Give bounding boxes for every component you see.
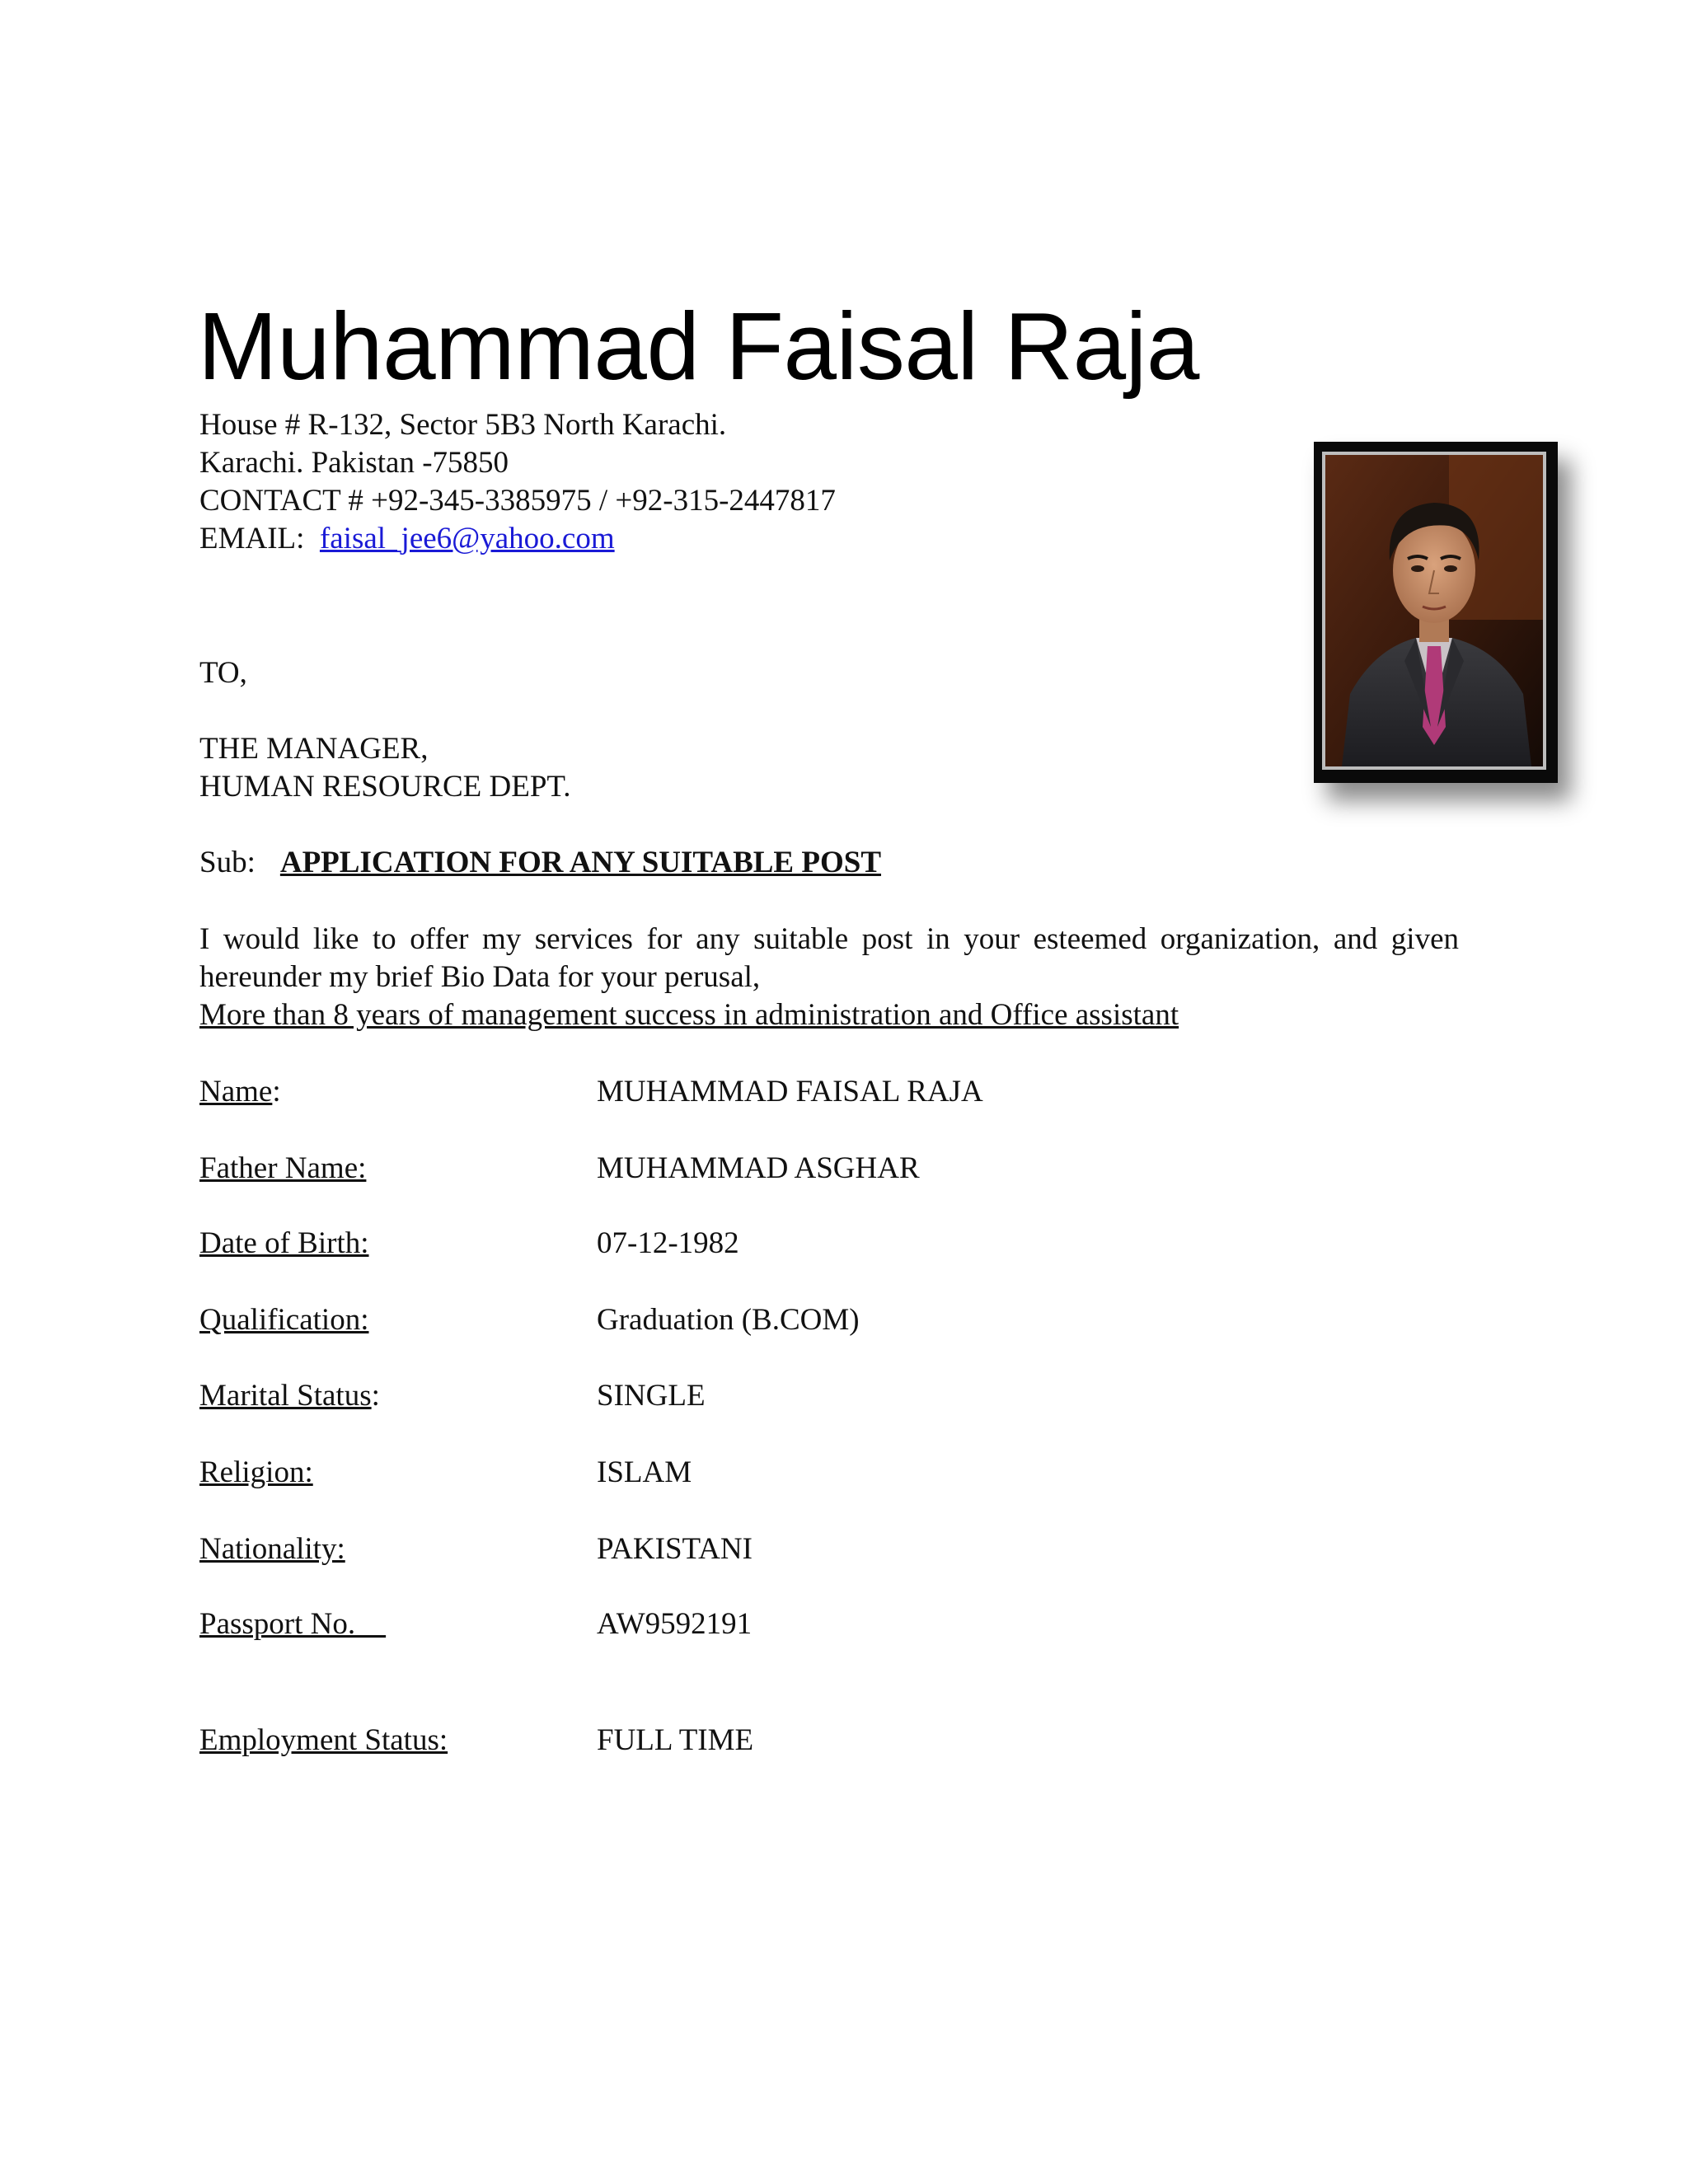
detail-value-name: MUHAMMAD FAISAL RAJA <box>597 1075 983 1108</box>
applicant-name-heading: Muhammad Faisal Raja <box>198 293 1199 400</box>
detail-value-dob: 07-12-1982 <box>597 1226 739 1260</box>
address-line-1: House # R-132, Sector 5B3 North Karachi. <box>199 408 727 442</box>
applicant-photo <box>1322 452 1546 770</box>
subject-line <box>199 844 881 882</box>
detail-label-qualification: Qualification: <box>199 1303 369 1337</box>
email-line <box>199 520 615 558</box>
detail-label-religion: Religion: <box>199 1455 313 1489</box>
detail-label-employment-status: Employment Status: <box>199 1723 448 1757</box>
recipient-line-2: HUMAN RESOURCE DEPT. <box>199 770 571 804</box>
detail-value-nationality: PAKISTANI <box>597 1532 753 1566</box>
detail-value-father-name: MUHAMMAD ASGHAR <box>597 1151 920 1185</box>
email-link[interactable]: faisal_jee6@yahoo.com <box>319 522 615 555</box>
detail-label-nationality: Nationality: <box>199 1532 345 1566</box>
detail-label-name: Name: <box>199 1075 281 1108</box>
detail-value-passport: AW9592191 <box>597 1607 753 1641</box>
applicant-photo-frame <box>1314 442 1558 783</box>
experience-line: More than 8 years of management success in administration and Office assistant <box>199 998 1179 1032</box>
detail-value-marital-status: SINGLE <box>597 1379 706 1413</box>
detail-label-marital-status: Marital Status: <box>199 1379 380 1413</box>
subject-title: APPLICATION FOR ANY SUITABLE POST <box>279 846 882 879</box>
to-line: TO, <box>199 656 247 690</box>
subject-label: Sub: <box>199 846 256 879</box>
intro-paragraph: I would like to offer my services for any suitable post in your esteemed organization, and given hereunder my brief Bio Data for your perusal, <box>199 922 1459 994</box>
detail-value-religion: ISLAM <box>597 1455 692 1489</box>
detail-label-passport: Passport No. <box>199 1607 387 1641</box>
detail-label-father-name: Father Name: <box>199 1151 367 1185</box>
contact-numbers: CONTACT # +92-345-3385975 / +92-315-2447817 <box>199 484 836 518</box>
address-line-2: Karachi. Pakistan -75850 <box>199 446 509 480</box>
detail-label-dob: Date of Birth: <box>199 1226 369 1260</box>
detail-value-employment-status: FULL TIME <box>597 1723 754 1757</box>
detail-value-qualification: Graduation (B.COM) <box>597 1303 860 1337</box>
email-label: EMAIL: <box>199 522 305 555</box>
recipient-line-1: THE MANAGER, <box>199 732 429 766</box>
